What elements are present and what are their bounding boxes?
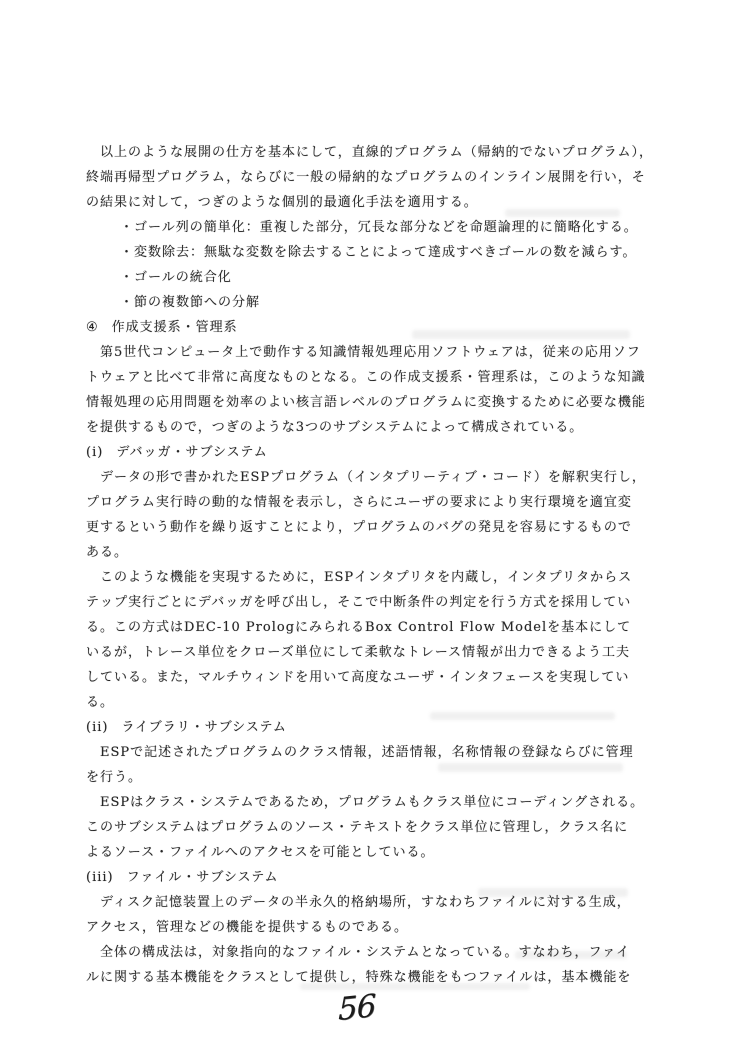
- text-line: ESPはクラス・システムであるため，プログラムもクラス単位にコーディングされる。: [100, 795, 645, 810]
- scan-smudge: [515, 951, 627, 959]
- text-line: ディスク記憶装置上のデータの半永久的格納場所，すなわちファイルに対する生成，: [100, 895, 631, 910]
- text-line: データの形で書かれたESPプログラム（インタプリーティブ・コード）を解釈実行し，: [100, 470, 646, 485]
- text-line: ESPで記述されたプログラムのクラス情報，述語情報，名称情報の登録ならびに管理: [100, 745, 634, 760]
- subsection-title: ファイル・サブシステム: [126, 870, 279, 885]
- text-line: プログラム実行時の動的な情報を表示し，さらにユーザの要求により実行環境を適宜変: [86, 495, 632, 510]
- text-line: る。この方式はDEC-10 PrologにみられるBox Control Flow Modelを基本にして: [86, 620, 632, 635]
- text-line: を提供するもので，つぎのような3つのサブシステムによって構成されている。: [86, 420, 584, 435]
- text-line: を行う。: [86, 770, 143, 785]
- section-marker: ④: [86, 320, 99, 335]
- scan-smudge: [478, 888, 628, 897]
- subsection-heading-i: [86, 440, 656, 465]
- text-line: このような機能を実現するために，ESPインタプリタを内蔵し，インタプリタからス: [100, 570, 633, 585]
- text-line: アクセス，管理などの機能を提供するものである。: [86, 920, 409, 935]
- subsection-title: デバッガ・サブシステム: [116, 445, 268, 460]
- scan-smudge: [505, 209, 620, 217]
- text-line: このサブシステムはプログラムのソース・テキストをクラス単位に管理し，クラス名に: [86, 820, 629, 835]
- scan-smudge: [430, 712, 615, 720]
- text-line: る。: [86, 695, 115, 710]
- document-body: [86, 140, 656, 990]
- scan-smudge: [412, 330, 630, 339]
- text-line: テップ実行ごとにデバッガを呼び出し，そこで中断条件の判定を行う方式を採用してい: [86, 595, 632, 610]
- text-line: している。また，マルチウィンドを用いて高度なユーザ・インタフェースを実現してい: [86, 670, 630, 685]
- text-line: 第5世代コンピュータ上で動作する知識情報処理応用ソフトウェアは，従来の応用ソフ: [100, 345, 641, 360]
- text-line: よるソース・ファイルへのアクセスを可能としている。: [86, 845, 435, 860]
- text-line: 以上のような展開の仕方を基本にして，直線的プログラム（帰納的でないプログラム），: [100, 145, 653, 160]
- text-line: の結果に対して，つぎのような個別的最適化手法を適用する。: [86, 195, 478, 210]
- text-line: 全体の構成法は，対象指向的なファイル・システムとなっている。すなわち，ファイ: [100, 945, 631, 960]
- subsection-marker: (iii): [86, 870, 114, 885]
- text-line: 終端再帰型プログラム，ならびに一般の帰納的なプログラムのインライン展開を行い，そ: [86, 170, 646, 185]
- bullet-item: ・ゴールの統合化: [120, 270, 232, 285]
- handwritten-page-number: 56: [338, 987, 376, 1029]
- subsection-marker: (i): [86, 445, 104, 460]
- text-line: いるが，トレース単位をクローズ単位にして柔軟なトレース情報が出力できるよう工夫: [86, 645, 631, 660]
- section-title: 作成支援系・管理系: [111, 320, 238, 335]
- scan-smudge: [300, 983, 530, 990]
- text-line: 情報処理の応用問題を効率のよい核言語レベルのプログラムに変換するために必要な機能: [86, 395, 646, 410]
- subsection-marker: (ii): [86, 720, 109, 735]
- bullet-item: ・変数除去：無駄な変数を除去することによって達成すべきゴールの数を減らす。: [120, 245, 637, 260]
- scan-smudge: [438, 763, 623, 772]
- text-line: ルに関する基本機能をクラスとして提供し，特殊な機能をもつファイルは，基本機能を: [86, 970, 632, 985]
- subsection-title: ライブラリ・サブシステム: [121, 720, 287, 735]
- subsection-heading-iii: [86, 865, 656, 890]
- text-line: 更するという動作を繰り返すことにより，プログラムのバグの発見を容易にするもので: [86, 520, 632, 535]
- text-line: ある。: [86, 545, 129, 560]
- text-line: トウェアと比べて非常に高度なものとなる。この作成支援系・管理系は，このような知識: [86, 370, 646, 385]
- bullet-item: ・節の複数節への分解: [120, 295, 261, 310]
- bullet-item: ・ゴール列の簡単化：重複した部分，冗長な部分などを命題論理的に簡略化する。: [120, 220, 638, 235]
